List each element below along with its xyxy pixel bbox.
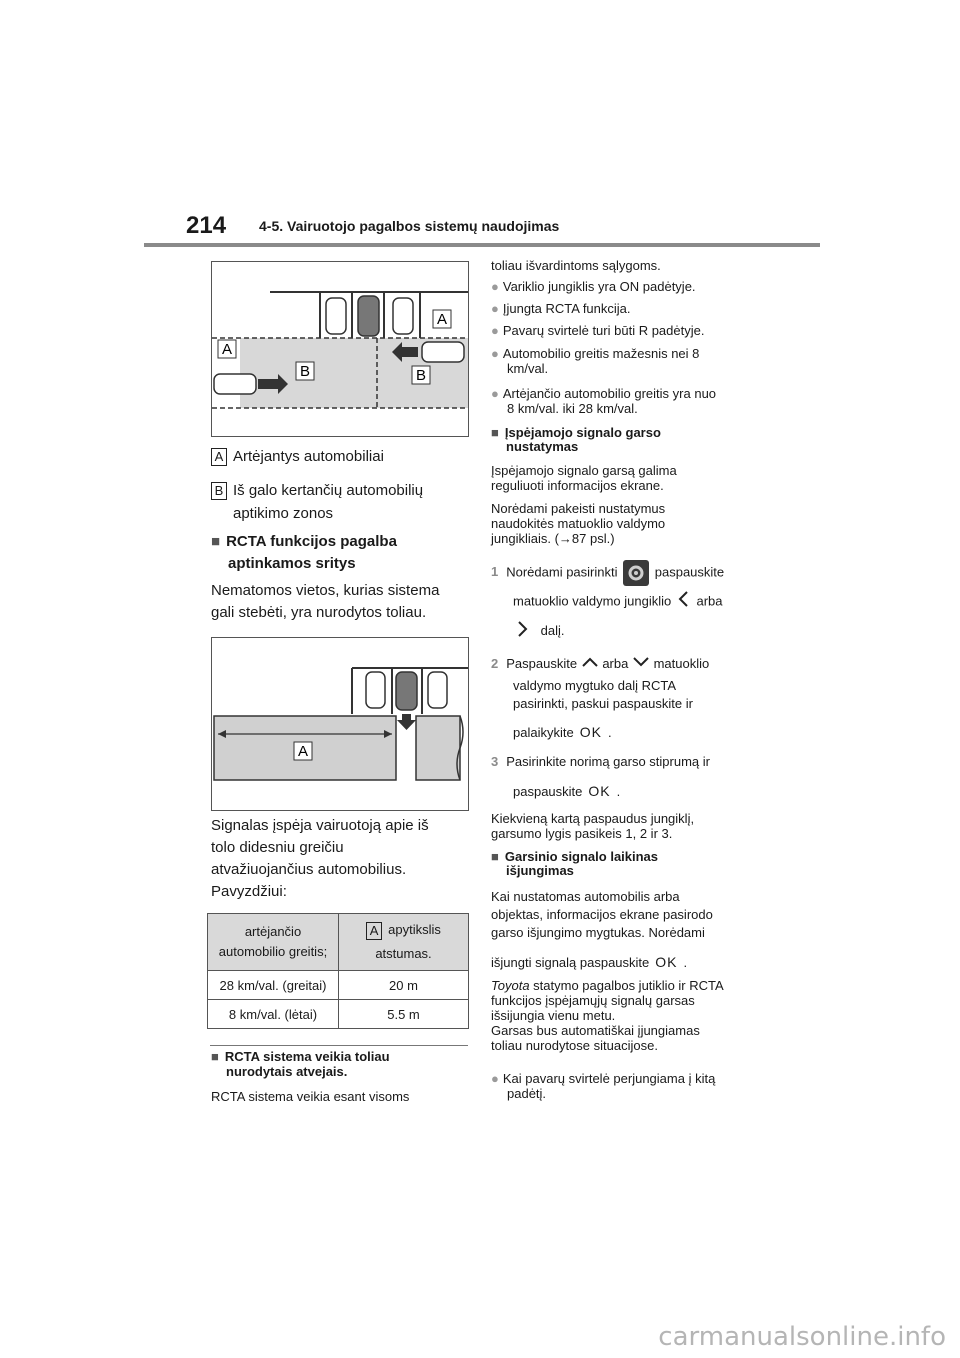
list-item: ● Pavarų svirtelė turi būti R padėtyje. (491, 323, 705, 338)
table-header-speed: artėjančio automobilio greitis; (208, 914, 339, 971)
ok-button-glyph: OK (579, 724, 602, 740)
ok-button-glyph: OK (588, 783, 611, 799)
settings-gear-icon (623, 560, 649, 586)
separator-rule (210, 1045, 468, 1046)
mute-text: Kai nustatomas automobilis arba objektas, informacijos ekrane pasirodo garso išjungimo mygtukas. Norėdami (491, 889, 713, 940)
rcta-areas-heading-2: aptinkamos sritys (228, 555, 356, 572)
detection-range-figure (211, 637, 469, 811)
table-cell-distance: 20 m (339, 971, 469, 1000)
para-2: Signalas įspėja vairuotoją apie iš tolo didesniu greičiu atvažiuojančius automobilius. (211, 817, 429, 878)
volume-level-text: Kiekvieną kartą paspaudus jungiklį, garsumo lygis pasikeis 1, 2 ir 3. (491, 811, 695, 841)
list-item: ● Automobilio greitis mažesnis nei 8 km/val. (491, 346, 700, 376)
table-badge-a: A (366, 922, 382, 940)
badge-a: A (211, 448, 227, 466)
step-3: 3 Pasirinkite norimą garso stiprumą ir (491, 754, 710, 769)
table-cell-speed: 28 km/val. (greitai) (208, 971, 339, 1000)
sound-setting-text-1: Įspėjamojo signalo garsą galima reguliuoti informacijos ekrane. (491, 463, 677, 493)
chevron-right-icon (513, 620, 531, 644)
figure2-label-a: A (297, 743, 309, 760)
legend-a-text: Artėjantys automobiliai (233, 448, 384, 465)
ok-button-glyph: OK (655, 954, 678, 970)
rcta-conditions-heading: ■ RCTA sistema veikia toliau (211, 1049, 390, 1064)
figure1-label-b: B (415, 367, 427, 384)
header-rule (144, 243, 820, 247)
figure1-label-a: A (221, 341, 233, 358)
figure1-label-a: A (436, 311, 448, 328)
legend-b-text: Iš galo kertančių automobilių (233, 482, 424, 499)
detection-range-illustration (212, 638, 468, 810)
chevron-up-icon (581, 655, 599, 675)
list-item: ● Kai pavarų svirtelė perjungiama į kitą padėtį. (491, 1071, 716, 1101)
temporary-mute-heading: ■ Garsinio signalo laikinas išjungimas (491, 849, 659, 878)
step-2: 2 Paspauskite arba matuoklio (491, 654, 761, 675)
table-row (208, 1000, 469, 1029)
chevron-left-icon (675, 590, 693, 614)
legend-b-text-2: aptikimo zonos (233, 505, 334, 522)
sound-setting-text-2: Norėdami pakeisti nustatymus naudokitės matuoklio valdymo jungikliais. (→87 psl.) (491, 501, 666, 546)
right-intro: toliau išvardintoms sąlygoms. (491, 258, 661, 273)
figure1-label-b: B (299, 363, 311, 380)
rcta-conditions-text: RCTA sistema veikia esant visoms (211, 1089, 410, 1104)
rcta-areas-heading: ■ RCTA funkcijos pagalba (211, 533, 397, 550)
table-header-distance: A apytikslis atstumas. (339, 914, 469, 971)
legend-a (211, 446, 471, 468)
step-2-line-4: palaikykite OK . (513, 724, 612, 740)
watermark: carmanualsonline.info (658, 1322, 946, 1352)
chevron-down-icon (632, 655, 650, 675)
list-item: ● Variklio jungiklis yra ON padėtyje. (491, 279, 696, 294)
sound-setting-heading: ■ Įspėjamojo signalo garso nustatymas (491, 425, 661, 454)
rcta-zones-illustration (212, 262, 468, 436)
speed-distance-table (207, 913, 469, 1029)
toyota-sensor-text: Toyota statymo pagalbos jutiklio ir RCTA funkcijos įspėjamųjų signalų garsas išsijungia vienu metu. Garsas bus automatiškai įjungiamas toliau nurodytose situacijose. (491, 978, 724, 1053)
mute-text-line-4: išjungti signalą paspauskite OK . (491, 954, 688, 970)
step-1-line-2: matuoklio valdymo jungiklio arba (513, 590, 783, 614)
table-row (208, 971, 469, 1000)
para-3: Pavyzdžiui: (211, 883, 287, 900)
table-cell-speed: 8 km/val. (lėtai) (208, 1000, 339, 1029)
step-1: 1 Norėdami pasirinkti paspauskite (491, 560, 761, 586)
para-1: Nematomos vietos, kurias sistema gali stebėti, yra nurodytos toliau. (211, 582, 440, 621)
table-cell-distance: 5.5 m (339, 1000, 469, 1029)
step-2-line-2: valdymo mygtuko dalį RCTA (513, 678, 677, 693)
rcta-zones-figure (211, 261, 469, 437)
legend-b (211, 480, 471, 502)
rcta-conditions-heading-2: nurodytais atvejais. (226, 1064, 348, 1079)
list-item: ● Įjungta RCTA funkcija. (491, 301, 631, 316)
step-1-line-3: dalį. (513, 620, 783, 644)
section-title: 4-5. Vairuotojo pagalbos sistemų naudojimas (259, 218, 560, 234)
page-number: 214 (186, 212, 227, 239)
table-header-row (208, 914, 469, 971)
badge-b: B (211, 482, 227, 500)
step-3-line-2: paspauskite OK . (513, 783, 621, 799)
step-2-line-3: pasirinkti, paskui paspauskite ir (513, 696, 693, 711)
list-item: ● Artėjančio automobilio greitis yra nuo 8 km/val. iki 28 km/val. (491, 386, 717, 416)
